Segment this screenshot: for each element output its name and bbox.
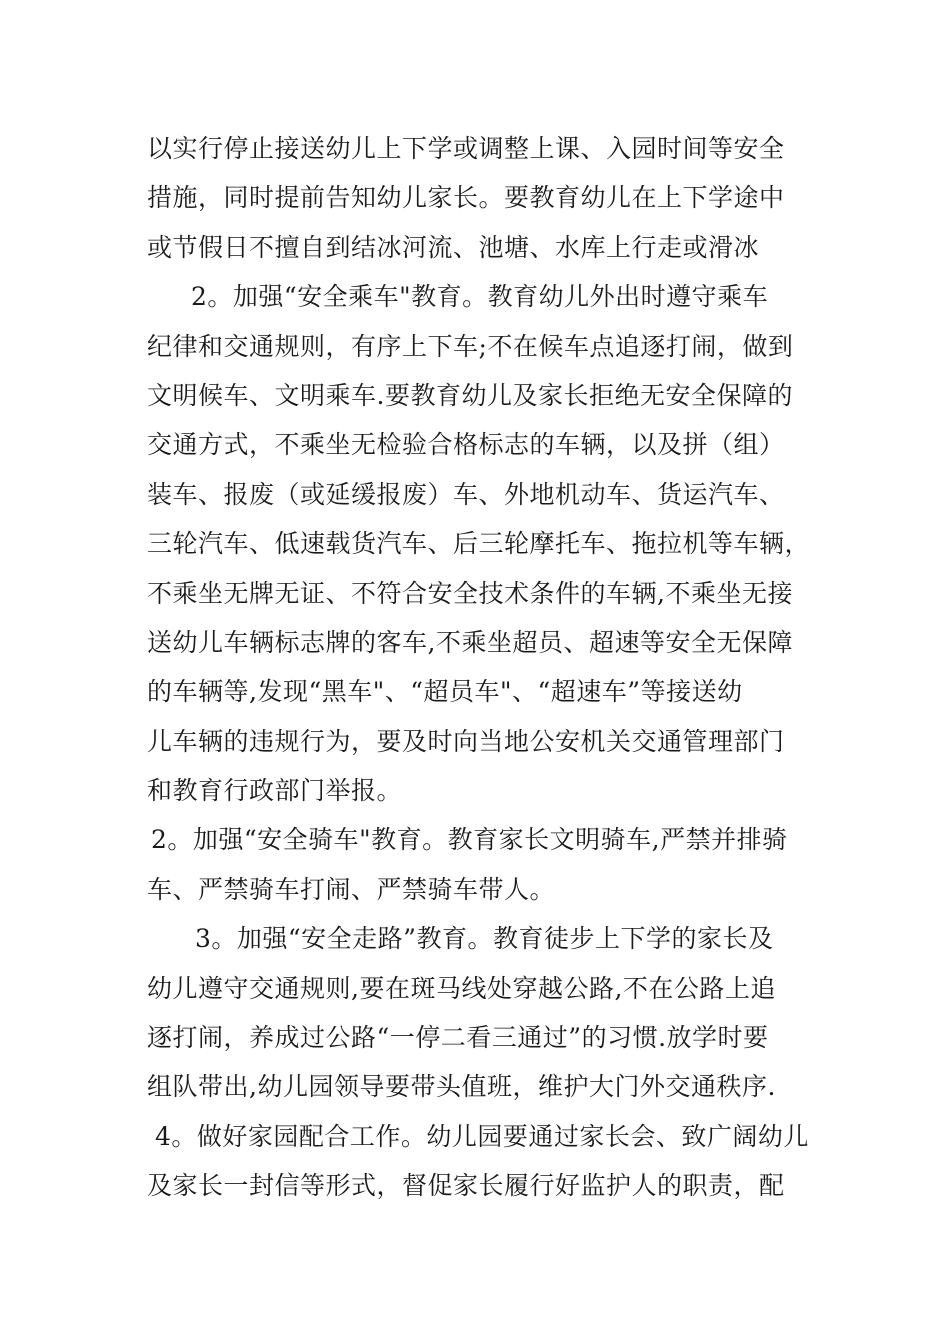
text-line: 纪律和交通规则，有序上下车;不在候车点追逐打闹，做到 <box>147 331 794 361</box>
text-line: 及家长一封信等形式，督促家长履行好监护人的职责，配 <box>147 1171 785 1201</box>
text-line: 三轮汽车、低速载货汽车、后三轮摩托车、拖拉机等车辆， <box>147 529 811 559</box>
text-line: 交通方式，不乘坐无检验合格标志的车辆，以及拼（组） <box>147 430 785 460</box>
paragraph-heading-line: 2。加强“安全骑车"教育。教育家长文明骑车,严禁并排骑 <box>151 825 788 855</box>
text-line: 幼儿遵守交通规则,要在斑马线处穿越公路,不在公路上追 <box>147 973 776 1003</box>
text-line: 和教育行政部门举报。 <box>147 776 403 806</box>
text-line: 措施，同时提前告知幼儿家长。要教育幼儿在上下学途中 <box>147 183 785 213</box>
text-line: 的车辆等,发现“黑车"、“超员车"、“超速车”等接送幼 <box>147 677 743 707</box>
paragraph-heading-line: 3。加强“安全走路”教育。教育徒步上下学的家长及 <box>195 924 774 954</box>
text-line: 或节假日不擅自到结冰河流、池塘、水库上行走或滑冰 <box>147 232 760 262</box>
text-line: 送幼儿车辆标志牌的客车,不乘坐超员、超速等安全无保障 <box>147 627 793 657</box>
text-line: 逐打闹，养成过公路“一停二看三通过”的习惯.放学时要 <box>147 1023 769 1053</box>
text-line: 不乘坐无牌无证、不符合安全技术条件的车辆,不乘坐无接 <box>147 578 793 608</box>
text-line: 以实行停止接送幼儿上下学或调整上课、入园时间等安全 <box>147 134 785 163</box>
text-line: 组队带出,幼儿园领导要带头值班，维护大门外交通秩序. <box>147 1072 776 1102</box>
body-text <box>147 124 817 1211</box>
text-line: 文明候车、文明乘车.要教育幼儿及家长拒绝无安全保障的 <box>147 380 793 410</box>
paragraph-heading-line: 2。加强“安全乘车"教育。教育幼儿外出时遵守乘车 <box>191 282 769 312</box>
text-line: 儿车辆的违规行为，要及时向当地公安机关交通管理部门 <box>147 726 785 756</box>
text-line: 车、严禁骑车打闹、严禁骑车带人。 <box>147 874 556 904</box>
text-line: 装车、报废（或延缓报废）车、外地机动车、货运汽车、 <box>147 479 785 509</box>
paragraph-heading-line: 4。做好家园配合工作。幼儿园要通过家长会、致广阔幼儿 <box>155 1121 809 1151</box>
